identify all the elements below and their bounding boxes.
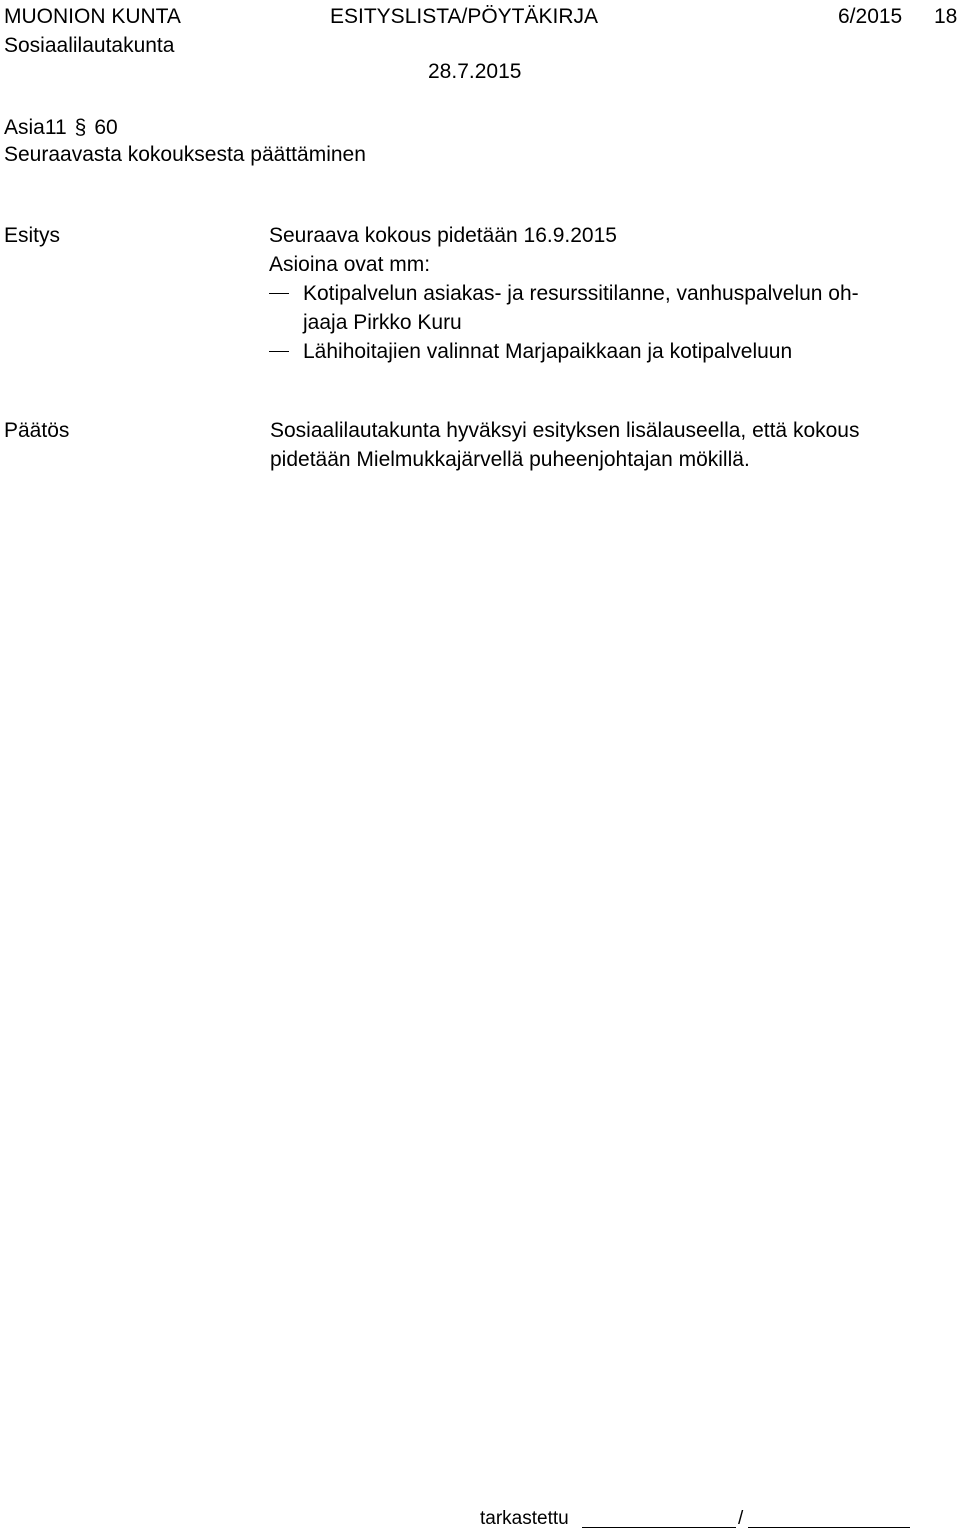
signature-line <box>748 1527 910 1528</box>
proposal-line: Asioina ovat mm: <box>269 253 431 276</box>
section-number: 60 <box>94 116 118 139</box>
meeting-date: 28.7.2015 <box>428 60 522 83</box>
list-item-text: Lähihoitajien valinnat Marjapaikkaan ja kotipalveluun <box>303 340 793 363</box>
list-item-text: jaaja Pirkko Kuru <box>303 311 462 334</box>
proposal-line: Seuraava kokous pidetään 16.9.2015 <box>269 224 617 247</box>
document-type: ESITYSLISTA/PÖYTÄKIRJA <box>330 5 599 28</box>
proposal-label: Esitys <box>4 224 61 247</box>
section-sign: § <box>74 116 87 139</box>
signature-line <box>582 1527 736 1528</box>
dash-bullet-icon <box>269 351 289 352</box>
proposal-body <box>269 221 949 366</box>
item-prefix: Asia11 <box>4 116 67 139</box>
decision-line: Sosiaalilautakunta hyväksyi esityksen lisälauseella, että kokous <box>270 419 860 442</box>
decision-line: pidetään Mielmukkajärvellä puheenjohtajan mökillä. <box>270 448 750 471</box>
page-number: 18 <box>934 5 958 28</box>
board-name: Sosiaalilautakunta <box>4 34 175 57</box>
item-number <box>4 113 118 142</box>
issue-number: 6/2015 <box>838 5 903 28</box>
list-item-text: Kotipalvelun asiakas- ja resurssitilanne, vanhuspalvelun oh- <box>303 282 859 305</box>
dash-bullet-icon <box>269 293 289 294</box>
list-item <box>269 279 949 337</box>
list-item <box>269 337 949 366</box>
checked-label: tarkastettu <box>480 1508 569 1529</box>
decision-label: Päätös <box>4 419 70 442</box>
organization-name: MUONION KUNTA <box>4 5 181 28</box>
signature-separator: / <box>738 1508 744 1529</box>
item-title: Seuraavasta kokouksesta päättäminen <box>4 143 366 166</box>
decision-body <box>270 416 950 474</box>
